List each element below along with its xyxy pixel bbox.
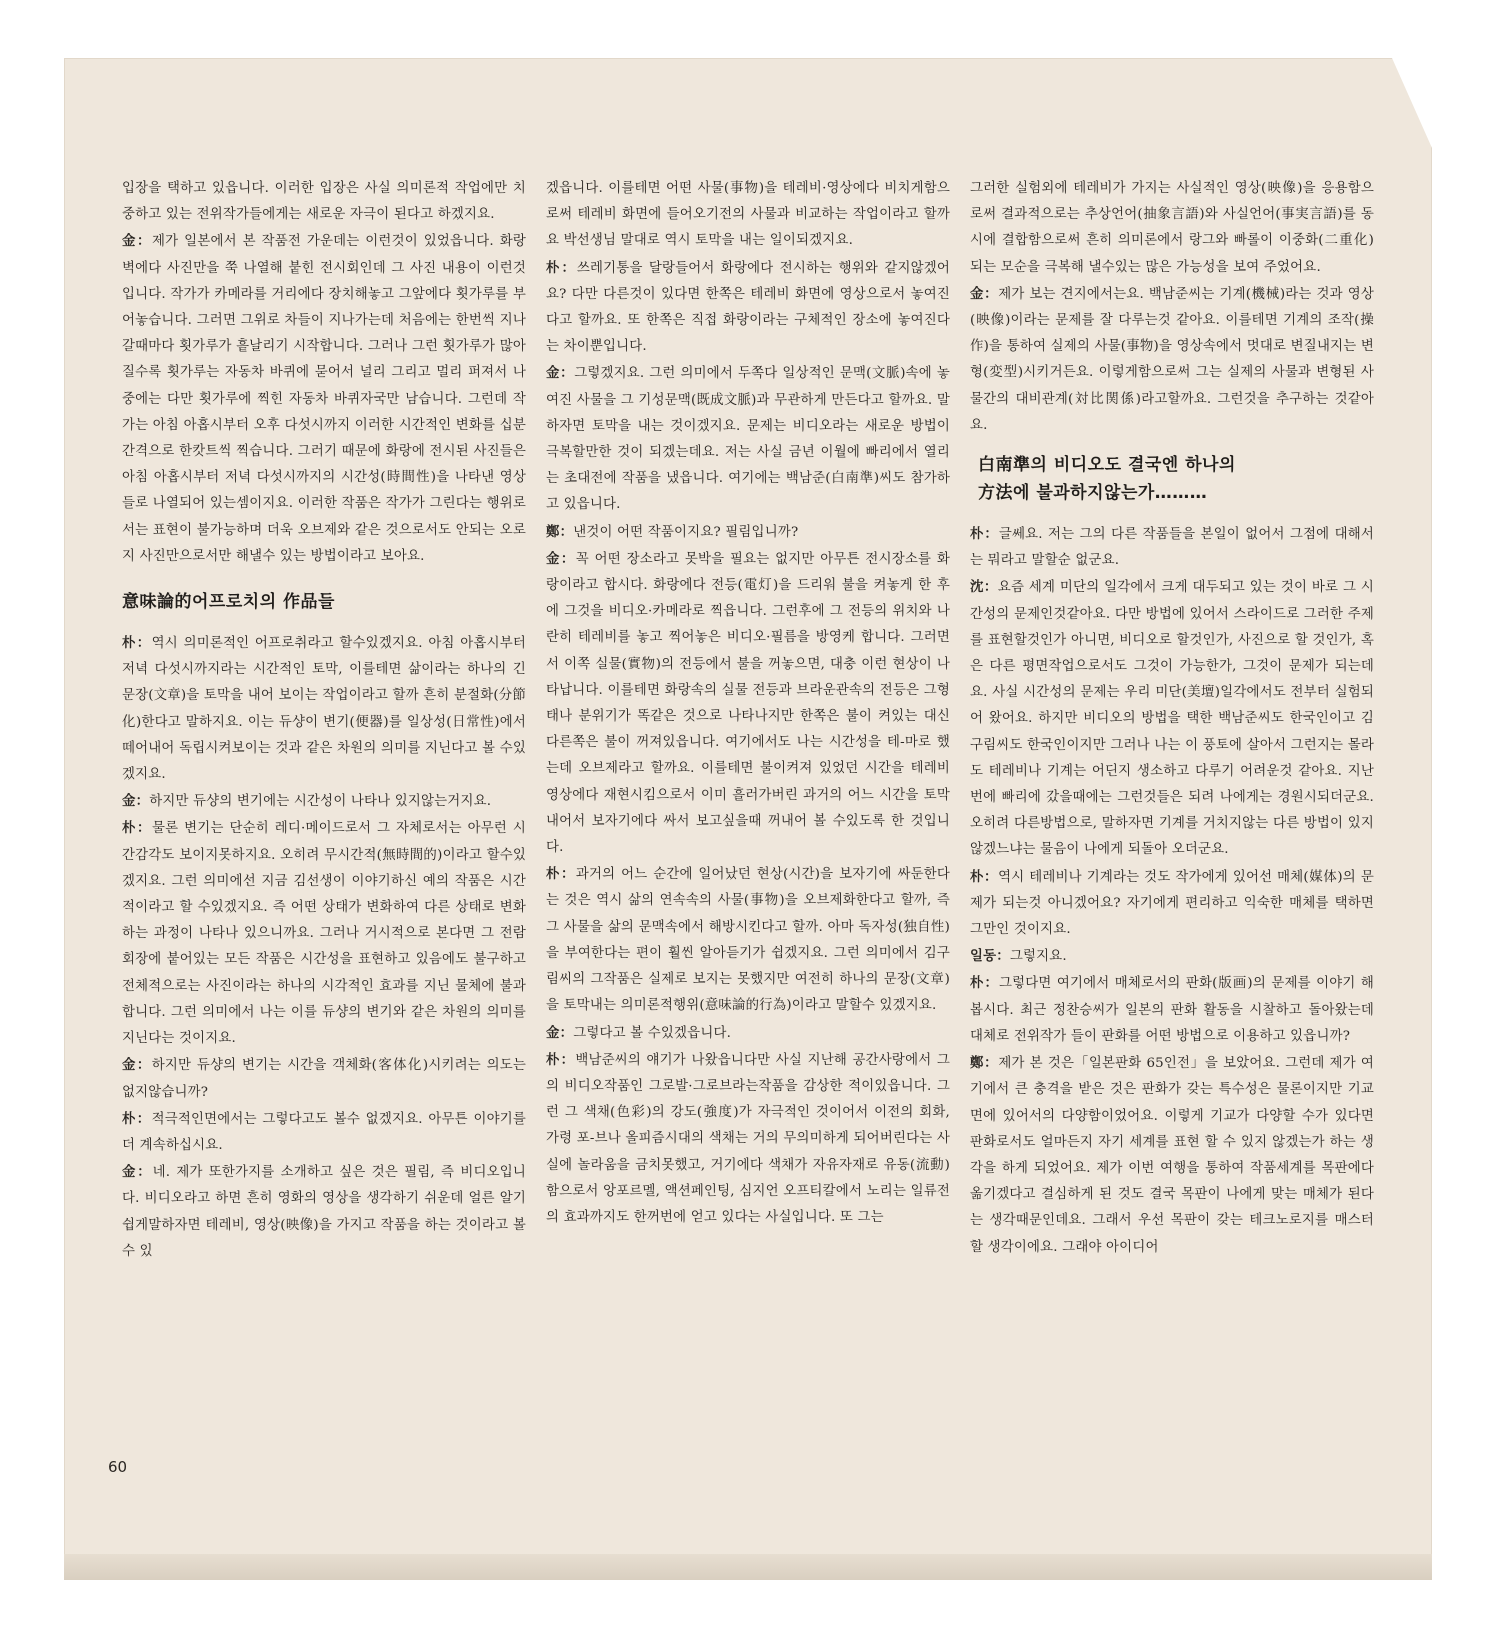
section-heading-line-2: 方法에 불과하지않는가……… bbox=[978, 483, 1208, 504]
speaker-label: 朴： bbox=[546, 259, 577, 276]
page-number: 60 bbox=[108, 1458, 128, 1476]
speaker-label: 朴： bbox=[122, 820, 153, 837]
paragraph-text: 제가 일본에서 본 작품전 가운데는 이런것이 있었읍니다. 화랑벽에다 사진만을 쭉 나열해 붙힌 전시회인데 그 사진 내용이 이런것입니다. 작가가 카메라를 거리에다 장치해놓고 그앞에다 횟가루를 부어놓습니다. 그러면 그위로 차들이 지나가는데 처음에는 한번씩 지나갈때마다 횟가루가 흩날리기 시작합니다. 그러나 그런 횟가루가 많아질수록 횟가루는 자동차 바퀴에 묻어서 널리 그리고 멀리 퍼져서 나중에는 다만 횟가루에 찍힌 자동차 바퀴자국만 남습니다. 그런데 작가는 아침 아홉시부터 오후 다섯시까지 이러한 시간적인 변화를 십분간격으로 한캇트씩 찍습니다. 그러기 때문에 화랑에 전시된 사진들은 아침 아홉시부터 저녁 다섯시까지의 시간성(時間性)을 나타낸 영상들로 나열되어 있는셈이지요. 이러한 작품은 작가가 그린다는 행위로서는 표현이 불가능하며 더욱 오브제와 같은 것으로서도 안되는 오로지 사진만으로서만 해낼수 있는 방법이라고 보아요. bbox=[122, 234, 526, 564]
column-3-intro: 그러한 실험외에 테레비가 가지는 사실적인 영상(映像)을 응용함으로써 결과적으로는 추상언어(抽象言語)와 사실언어(事実言語)를 동시에 결합함으로써 흔히 의미론에서 랑그와 빠롤이 이중화(二重化)되는 모순을 극복해 낼수있는 많은 가능성을 보여 주었어요. bbox=[970, 181, 1374, 275]
paragraph bbox=[970, 521, 1374, 574]
paragraph bbox=[970, 574, 1374, 863]
paragraph bbox=[970, 864, 1374, 944]
paragraph bbox=[122, 1159, 526, 1265]
speaker-label: 朴： bbox=[970, 526, 999, 543]
paragraph bbox=[546, 1047, 950, 1231]
speaker-label: 沈： bbox=[970, 579, 998, 596]
speaker-label: 朴： bbox=[122, 1110, 152, 1127]
speaker-label: 鄭： bbox=[970, 1055, 999, 1072]
speaker-label: 金： bbox=[546, 1024, 574, 1041]
paragraph-text: 과거의 어느 순간에 일어났던 현상(시간)을 보자기에 싸둔한다는 것은 역시 삶의 연속속의 사물(事物)을 오브제화한다고 할까, 즉 그 사물을 삶의 문맥속에서 해방시킨다고 할까. 아마 독자성(独自性)을 부여한다는 편이 훨씬 알아듣기가 쉽겠지요. 그런 의미에서 김구림씨의 그작품은 실제로 보지는 못했지만 여전히 하나의 문장(文章)을 토막내는 의미론적행위(意味論的行為)이라고 말할수 있겠지요. bbox=[546, 867, 951, 1014]
speaker-label: 朴： bbox=[970, 868, 999, 885]
column-2-intro: 겠읍니다. 이를테면 어떤 사물(事物)을 테레비·영상에다 비치게함으로써 테레비 화면에 들어오기전의 사물과 비교하는 작업이라고 할까요 박선생님 말대로 역시 토막을 내는 일이되겠지요. bbox=[546, 181, 950, 249]
paragraph bbox=[122, 815, 526, 1052]
magazine-page bbox=[64, 58, 1432, 1580]
paragraph bbox=[546, 546, 950, 861]
speaker-label: 朴： bbox=[122, 635, 152, 652]
paragraph-text: 낸것이 어떤 작품이지요? 필림입니까? bbox=[573, 524, 799, 540]
paragraph-text: 하지만 듀샹의 변기에는 시간성이 나타나 있지않는거지요. bbox=[149, 794, 492, 810]
paragraph bbox=[970, 1050, 1374, 1261]
speaker-label: 金： bbox=[970, 285, 999, 302]
speaker-label: 金： bbox=[122, 1164, 153, 1181]
paragraph-text: 제가 본 것은「일본판화 65인전」을 보았어요. 그런데 제가 여기에서 큰 충격을 받은 것은 판화가 갖는 특수성은 물론이지만 기교면에 있어서의 다양함이었어요. 이렇게 기교가 다양할 수가 있다면 판화로서도 얼마든지 자기 세계를 표현 할 수 있지 않겠는가 하는 생각을 하게 되었어요. 제가 이번 여행을 통하여 작품세계를 목판에다 옮기겠다고 결심하게 된 것도 결국 목판이 나에게 맞는 매체가 된다는 생각때문인데요. 그래서 우선 목판이 갖는 테크노로지를 매스터 할 생각이에요. 그래야 아이디어 bbox=[970, 1056, 1375, 1255]
paragraph bbox=[122, 1052, 526, 1105]
paragraph bbox=[122, 788, 526, 815]
paragraph bbox=[122, 1106, 526, 1159]
speaker-label: 金： bbox=[122, 793, 150, 810]
paragraph-text: 요즘 세계 미단의 일각에서 크게 대두되고 있는 것이 바로 그 시간성의 문제인것같아요. 다만 방법에 있어서 스라이드로 그러한 주제를 표현할것인가 아니면, 비디오로 할것인가, 사진으로 할 것인가, 혹은 다른 평면작업으로서도 그것이 가능한가, 그것이 문제가 되는데요. 사실 시간성의 문제는 우리 미단(美壇)일각에서도 전부터 실험되어 왔어요. 하지만 비디오의 방법을 택한 백남준씨도 한국인이고 김구림씨도 한국인이지만 그러나 나는 이 풍토에 살아서 그런지는 몰라도 테레비나 기계는 어딘지 생소하고 다루기 어려운것 같아요. 지난번에 빠리에 갔을때에는 그런것들은 되려 나에게는 경원시되더군요. 오히려 다른방법으로, 말하자면 기계를 거치지않는 다른 방법이 있지 않겠느냐는 물음이 나에게 되돌아 오더군요. bbox=[970, 580, 1374, 858]
paragraph-text: 꼭 어떤 장소라고 못박을 필요는 없지만 아무튼 전시장소를 화랑이라고 합시다. 화랑에다 전등(電灯)을 드리워 불을 켜놓게 한 후에 그것을 비디오·카메라로 찍읍니다. 그런후에 그 전등의 위치와 나란히 테레비를 놓고 찍어놓은 비디오·필름을 방영케 합니다. 그러면서 이쪽 실물(實物)의 전등에서 불을 꺼놓으면, 대충 이런 현상이 나타납니다. 이를테면 화랑속의 실물 전등과 브라운관속의 전등은 그형태나 분위기가 똑같은 것으로 나타나지만 한쪽은 불이 켜있는 대신 다른쪽은 불이 꺼져있읍니다. 여기에서도 나는 시간성을 테-마로 했는데 오브제라고 할까요. 이를테면 불이켜져 있었던 시간을 테레비 영상에다 재현시킴으로서 이미 흘러가버린 과거의 어느 시간을 토막내어서 보자기에다 싸서 보고싶을때 꺼내어 볼 수있도록 한 것입니다. bbox=[546, 551, 950, 856]
page-corner-fold bbox=[1392, 58, 1432, 148]
speaker-label: 金： bbox=[122, 233, 153, 250]
column-1-intro: 입장을 택하고 있읍니다. 이러한 입장은 사실 의미론적 작업에만 치중하고 있는 전위작가들에게는 새로운 자극이 된다고 하겠지요. bbox=[122, 181, 526, 223]
paragraph bbox=[970, 281, 1374, 439]
paragraph bbox=[546, 255, 950, 361]
column-3 bbox=[970, 176, 1374, 1261]
paragraph-text: 역시 테레비나 기계라는 것도 작가에게 있어선 매체(媒体)의 문제가 되는것 아니겠어요? 자기에게 편리하고 익숙한 매체를 택하면 그만인 것이지요. bbox=[970, 869, 1374, 938]
speaker-label: 朴： bbox=[546, 866, 576, 883]
page-bottom-edge bbox=[64, 1554, 1432, 1580]
paragraph-text: 적극적인면에서는 그렇다고도 볼수 없겠지요. 아무튼 이야기를 더 계속하십시요. bbox=[122, 1111, 526, 1153]
speaker-label: 金： bbox=[546, 365, 575, 382]
paragraph-text: 하지만 듀샹의 변기는 시간을 객체화(客体化)시키려는 의도는 없지않습니까? bbox=[122, 1058, 526, 1100]
column-2 bbox=[546, 176, 950, 1231]
section-heading: 意味論的어프로치의 作品들 bbox=[122, 592, 335, 613]
speaker-label: 일동： bbox=[970, 948, 1010, 965]
speaker-label: 鄭： bbox=[546, 523, 574, 540]
paragraph bbox=[546, 519, 950, 546]
section-heading-line-1: 白南準의 비디오도 결국엔 하나의 bbox=[978, 455, 1236, 476]
paragraph-text: 물론 변기는 단순히 레디·메이드로서 그 자체로서는 아무런 시간감각도 보이지못하지요. 오히려 무시간적(無時間的)이라고 할수있겠지요. 그런 의미에선 지금 김선생이 이야기하신 예의 작품은 시간적이라고 할 수있겠지요. 즉 어떤 상태가 변화하여 다른 상태로 변화하는 과정이 나타나 있으니까요. 그러나 거시적으로 본다면 그 전람회장에 붙어있는 모든 작품은 시간성을 표현하고 있음에도 불구하고 전체적으로는 사진이라는 하나의 시각적인 효과를 지닌 물체에 불과합니다. 그런 의미에서 나는 이를 듀샹의 변기와 같은 차원의 의미를 지닌다는 것이지요. bbox=[122, 821, 526, 1047]
paragraph bbox=[122, 228, 526, 570]
section-heading bbox=[978, 451, 1374, 507]
paragraph bbox=[546, 360, 950, 518]
paragraph-text: 네. 제가 또한가지를 소개하고 싶은 것은 필림, 즉 비디오입니다. 비디오라고 하면 흔히 영화의 영상을 생각하기 쉬운데 얼른 알기쉽게말하자면 테레비, 영상(映像)을 가지고 작품을 하는 것이라고 볼수 있 bbox=[122, 1165, 527, 1259]
paragraph-text: 역시 의미론적인 어프로취라고 할수있겠지요. 아침 아홉시부터 저녁 다섯시까지라는 시간적인 토막, 이를테면 삶이라는 하나의 긴 문장(文章)을 토막을 내어 보이는 작업이라고 할까 흔히 분절화(分節化)한다고 말하지요. 이는 듀샹이 변기(便器)를 일상성(日常性)에서 떼어내어 독립시켜보이는 것과 같은 차원의 의미를 지닌다고 볼 수있겠지요. bbox=[122, 636, 526, 783]
paragraph-text: 글쎄요. 저는 그의 다른 작품들을 본일이 없어서 그점에 대해서는 뭐라고 말할순 없군요. bbox=[970, 527, 1374, 569]
paragraph bbox=[970, 943, 1374, 970]
paragraph bbox=[122, 630, 526, 788]
paragraph-text: 그렇다고 볼 수있겠읍니다. bbox=[573, 1025, 732, 1041]
paragraph bbox=[970, 970, 1374, 1050]
speaker-label: 朴： bbox=[546, 1051, 576, 1068]
speaker-label: 金： bbox=[122, 1057, 152, 1074]
paragraph bbox=[546, 861, 950, 1019]
column-1 bbox=[122, 176, 526, 1265]
paragraph bbox=[546, 1020, 950, 1047]
paragraph-text: 그렇겠지요. 그런 의미에서 두쪽다 일상적인 문맥(文脈)속에 놓여진 사물을 그 기성문맥(既成文脈)과 무관하게 만든다고 할까요. 말하자면 토막을 내는 것이겠지요. 문제는 비디오라는 새로운 방법이 극복할만한 것이 되겠는데요. 저는 사실 금년 이월에 빠리에서 열리는 초대전에 작품을 냈읍니다. 여기에는 백남준(白南準)씨도 참가하고 있읍니다. bbox=[546, 366, 950, 513]
paragraph-text: 쓰레기통을 달랑들어서 화랑에다 전시하는 행위와 같지않겠어요? 다만 다른것이 있다면 한쪽은 테레비 화면에 영상으로서 놓여진다고 할까요. 또 한쪽은 직접 화랑이라는 구체적인 장소에 놓여진다는 차이뿐입니다. bbox=[546, 260, 950, 355]
paragraph-text: 제가 보는 견지에서는요. 백남준씨는 기계(機械)라는 것과 영상(映像)이라는 문제를 잘 다루는것 같아요. 이를테면 기계의 조작(操作)을 통하여 실제의 사물(事物)을 영상속에서 멋대로 변질내지는 변형(変型)시키거든요. 이렇게함으로써 그는 실제의 사물과 변형된 사물간의 대비관계(対比関係)라고할까요. 그런것을 추구하는 것같아요. bbox=[970, 286, 1374, 433]
speaker-label: 金： bbox=[546, 550, 576, 567]
speaker-label: 朴： bbox=[970, 975, 999, 992]
paragraph-text: 그렇다면 여기에서 매체로서의 판화(版画)의 문제를 이야기 해봅시다. 최근 정찬승씨가 일본의 판화 활동을 시찰하고 돌아왔는데 대체로 전위작가 들이 판화를 어떤 방법으로 이용하고 있읍니까? bbox=[970, 976, 1374, 1044]
paragraph-text: 그렇지요. bbox=[1009, 949, 1067, 965]
paragraph-text: 백남준씨의 얘기가 나왔읍니다만 사실 지난해 공간사랑에서 그의 비디오작품인 그로발·그로브라는작품을 감상한 적이있읍니다. 그런 그 색채(色彩)의 강도(強度)가 자극적인 것이어서 이전의 회화, 가령 포-브나 올피즘시대의 색채는 거의 무의미하게 되어버린다는 사실에 놀라움을 금치못했고, 거기에다 색채가 자유자재로 유동(流動)함으로서 앙포르멜, 액션페인팅, 심지언 오프티칼에서 노리는 일류전의 효과까지도 한꺼번에 얻고 있다는 사실입니다. 또 그는 bbox=[546, 1052, 950, 1225]
